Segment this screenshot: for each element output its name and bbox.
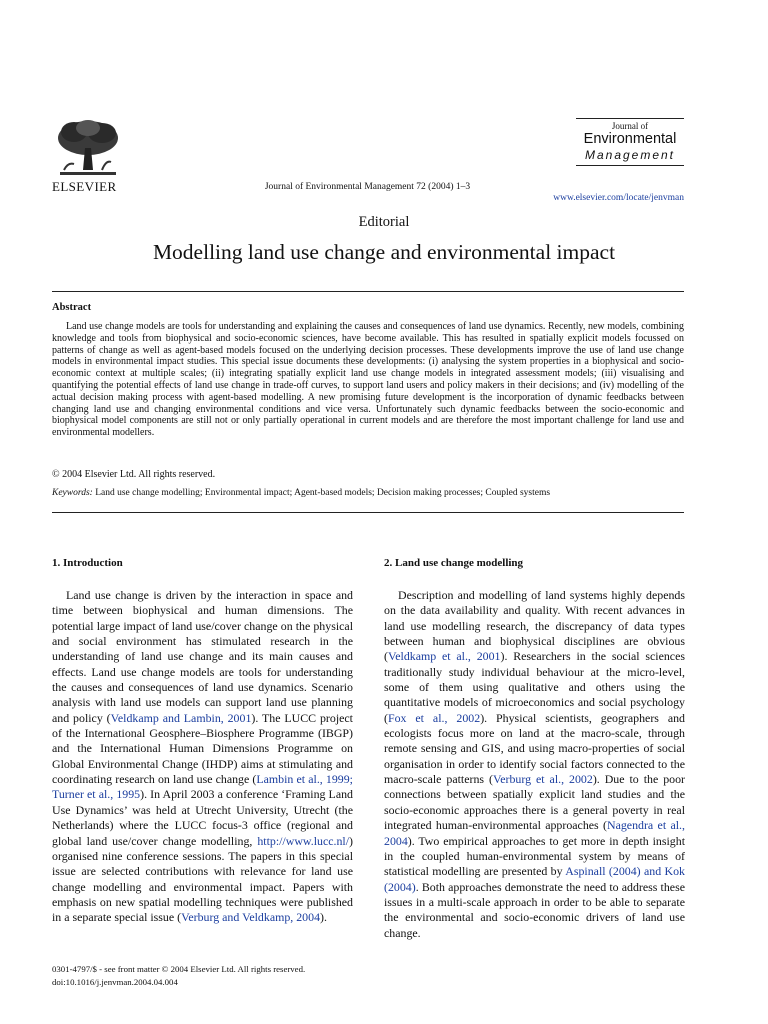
journal-brand-line3: Management [584, 148, 676, 162]
ref-veldkamp-lambin-2001[interactable]: Veldkamp and Lambin, 2001 [110, 710, 252, 725]
article-title: Modelling land use change and environmental impact [152, 240, 616, 264]
abstract-heading: Abstract [52, 302, 92, 313]
lucm-text-1: Description and modelling of land systems highly depends on the data availability and quality. With recent advances in land use modelling research, the discrepancy of data types between human and biophysical disciplines are obvious ( [384, 588, 685, 664]
introduction-body [52, 588, 353, 926]
journal-brand-line2: Environmental [583, 131, 677, 147]
journal-brand [576, 118, 684, 166]
intro-text-1: Land use change is driven by the interaction in space and time between biophysical and human dimensions. The potential large impact of land use/cover change on the physical and social environment has stimulated research in the understanding of land use change and its main causes and effects. Land use change models are tools for understanding the causes and consequences of land use dynamics. Scenario analysis with land use models can support land use planning and policy ( [52, 588, 353, 725]
keywords-label: Keywords: [52, 488, 93, 498]
ref-veldkamp-2001[interactable]: Veldkamp et al., 2001 [387, 649, 501, 664]
land-use-modelling-body [384, 588, 685, 941]
bottom-divider [52, 512, 684, 513]
publisher-name: ELSEVIER [52, 179, 117, 194]
journal-brand-line1: Journal of [611, 121, 649, 131]
section-label: Editorial [358, 214, 410, 230]
ref-fox-2002[interactable]: Fox et al., 2002 [387, 710, 481, 725]
abstract-copyright: © 2004 Elsevier Ltd. All rights reserved. [52, 469, 216, 480]
lucm-text-4: ). Due to the poor connections between spatially explicit land studies and the socio-economic approaches there is a general poverty in real integrated human-environmental approaches ( [384, 772, 685, 833]
elsevier-tree-logo [52, 118, 124, 178]
intro-text-5: ). [320, 910, 327, 925]
journal-url-link[interactable]: www.elsevier.com/locate/jenvman [553, 193, 684, 203]
ref-lambin-turner[interactable]: Lambin et al., 1999; Turner et al., 1995 [52, 772, 353, 802]
footer-front-matter: 0301-4797/$ - see front matter © 2004 Elsevier Ltd. All rights reserved. [52, 964, 306, 974]
keywords-text: Land use change modelling; Environmental impact; Agent-based models; Decision making processes; Coupled systems [95, 488, 551, 498]
lucm-text-5: ). Two empirical approaches to get more in depth insight in the coupled human-environmental system by means of statistical modelling are presented by [384, 833, 685, 879]
intro-text-3: ). In April 2003 a conference ‘Framing Land Use Dynamics’ was held at Utrecht University, Utrecht (the Netherlands) where the LUCC focus-3 office (regional and global land use/cover change modelling, [52, 787, 353, 848]
footer-doi: doi:10.1016/j.jenvman.2004.04.004 [52, 977, 178, 987]
lucm-text-3: ). Physical scientists, geographers and ecologists focus more on land at the macro-scale, through remote sensing and GIS, and using macro-properties of social organisation in order to identify social factors connected to the macro-scale patterns ( [384, 710, 686, 787]
ref-aspinall-kok-2004[interactable]: Aspinall (2004) and Kok (2004) [384, 864, 685, 894]
introduction-heading: 1. Introduction [52, 557, 123, 569]
top-divider [52, 291, 684, 292]
page-footer [52, 963, 305, 989]
ref-verburg-veldkamp-2004[interactable]: Verburg and Veldkamp, 2004 [181, 910, 321, 925]
intro-text-4: ) organised nine conference sessions. The papers in this special issue are selected contributions with relevance for land use change modelling and environmental impact. Papers with emphasis on new spatial modelling techniques were published in a separate special issue ( [52, 833, 353, 925]
keywords [52, 488, 550, 498]
land-use-modelling-heading: 2. Land use change modelling [384, 557, 524, 569]
ref-nagendra-2004[interactable]: Nagendra et al., 2004 [384, 818, 685, 848]
abstract-body: Land use change models are tools for understanding and explaining the causes and consequences of land use dynamics. Recently, new models, combining knowledge and tools from biophysical and socio-economic sciences, have become available. This has resulted in spatially explicit models focussed on patterns of change as well as agent-based models focused on the underlying decision processes. These developments improve the use of land use change models in environmental impact studies. This special issue documents these developments: (i) analysing the system properties in a biophysical and socio-economic context at multiple scales; (ii) integrating spatially explicit land use change models in integrated assessment models; (iii) visualising and quantifying the potential effects of land use change in trade-off curves, to support land users and policy makers in their decisions; and (iv) modelling of the actual decision making process with agent-based modelling. A new promising future development is the incorporation of dynamic feedbacks between changing land use and changing environmental conditions and vice versa. Unfortunately such dynamic feedbacks between the socio-economic and biophysical model components are still not or only partially operational in current models and are therefore the most important challenge for land use and environmental modellers. [52, 321, 684, 439]
lucc-url-link[interactable]: http://www.lucc.nl/ [257, 833, 350, 848]
intro-text-2: ). The LUCC project of the International Geosphere–Biosphere Programme (IBGP) and the International Human Dimensions Programme on Global Environmental Change (IHDP) aims at stimulating and coordinating research on land use change ( [52, 710, 353, 787]
journal-citation: Journal of Environmental Management 72 (2004) 1–3 [264, 182, 471, 192]
tree-logo-icon [52, 118, 124, 178]
lucm-text-6: . Both approaches demonstrate the need to address these issues in a multi-scale approach in order to be able to separate the environmental and socio-economic drivers of land use change. [384, 879, 685, 940]
lucm-text-2: ). Researchers in the social sciences traditionally study individual behaviour at the micro-level, some of them using qualitative and others using the quantitative models of microeconomics and social psychology ( [384, 649, 685, 725]
ref-verburg-2002[interactable]: Verburg et al., 2002 [492, 772, 593, 787]
